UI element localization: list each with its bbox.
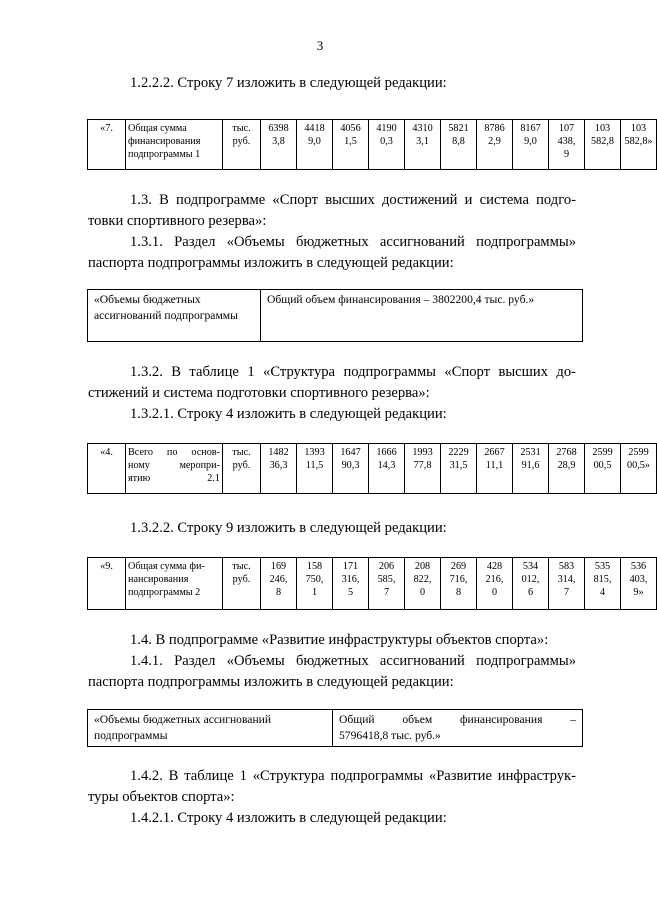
value-line: 316, xyxy=(341,574,360,585)
passport-2-word-2: объем xyxy=(402,713,433,726)
row-unit-line: руб. xyxy=(232,574,251,585)
value-line: 2229 xyxy=(448,447,469,458)
value-line: 9,0 xyxy=(308,136,321,147)
row-unit xyxy=(223,558,261,610)
passport-2-label-line1: «Объемы бюджетных ассигнований xyxy=(94,713,272,726)
value-line: 1482 xyxy=(268,447,289,458)
paragraph-1-4-1-line1: 1.4.1. Раздел «Объемы бюджетных ассигнований подпрограммы» xyxy=(130,653,576,669)
row-name xyxy=(126,120,223,170)
value-cell xyxy=(441,558,477,610)
value-line: 2531 xyxy=(520,447,541,458)
paragraph-1-4-2-line2: туры объектов спорта»: xyxy=(88,789,235,805)
value-line: 4310 xyxy=(412,123,433,134)
value-line: 428 xyxy=(486,561,503,572)
value-line: 8167 xyxy=(520,123,541,134)
passport-2-word-1: Общий xyxy=(339,713,375,726)
value-line: 2599 xyxy=(592,447,613,458)
value-cell xyxy=(441,444,477,494)
value-line: 206 xyxy=(378,561,395,572)
value-line: 534 xyxy=(522,561,539,572)
passport-2-value-line1 xyxy=(339,712,576,728)
paragraph-1-3-2-2: 1.3.2.2. Строку 9 изложить в следующей редакции: xyxy=(130,520,447,536)
passport-2-word-3: финансирования xyxy=(460,713,543,726)
value-line: 4 xyxy=(599,587,606,598)
row-name-line: финансирования xyxy=(128,136,201,147)
row-unit xyxy=(223,120,261,170)
passport-1-label-line1: «Объемы бюджетных xyxy=(94,293,201,306)
passport-1-label-line2: ассигнований подпрограммы xyxy=(94,309,238,322)
value-line: 582,8» xyxy=(624,136,653,147)
value-cell xyxy=(261,444,297,494)
value-line: 2,9 xyxy=(488,136,501,147)
value-line: 28,9 xyxy=(557,460,576,471)
value-cell xyxy=(333,444,369,494)
value-cell xyxy=(297,444,333,494)
value-line: 11,5 xyxy=(305,460,324,471)
value-line: 103 xyxy=(594,123,611,134)
value-cell xyxy=(549,120,585,170)
value-cell xyxy=(513,120,549,170)
value-line: 582,8 xyxy=(591,136,614,147)
value-line: 216, xyxy=(485,574,504,585)
value-line: 11,1 xyxy=(485,460,504,471)
row-name-line: ному меропри- xyxy=(128,460,220,471)
value-line: 169 xyxy=(270,561,287,572)
paragraph-1-3-1-line2: паспорта подпрограммы изложить в следующей редакции: xyxy=(88,255,454,271)
row-name-line: Общая сумма xyxy=(128,123,187,134)
value-line: 8786 xyxy=(484,123,505,134)
value-cell xyxy=(477,558,513,610)
row-name-line: подпрограммы 2 xyxy=(128,587,201,598)
value-line: 246, xyxy=(269,574,288,585)
table-row-4 xyxy=(87,443,657,494)
value-line: 6 xyxy=(527,587,534,598)
row-unit-line: тыс. xyxy=(232,561,251,572)
row-name-line: нансирования xyxy=(128,574,189,585)
passport-table-1 xyxy=(87,289,583,342)
paragraph-1-3-2-1: 1.3.2.1. Строку 4 изложить в следующей редакции: xyxy=(130,406,447,422)
value-line: 77,8 xyxy=(413,460,432,471)
value-cell xyxy=(621,444,657,494)
passport-table-2 xyxy=(87,709,583,747)
value-line: 1 xyxy=(311,587,318,598)
value-line: 9,0 xyxy=(524,136,537,147)
value-line: 31,5 xyxy=(449,460,468,471)
value-cell xyxy=(585,558,621,610)
row-name xyxy=(126,558,223,610)
value-line: 7 xyxy=(383,587,390,598)
value-line: 1666 xyxy=(376,447,397,458)
value-cell xyxy=(621,120,657,170)
row-unit-line: руб. xyxy=(232,460,251,471)
value-line: 815, xyxy=(593,574,612,585)
paragraph-1-4: 1.4. В подпрограмме «Развитие инфраструктуры объектов спорта»: xyxy=(130,632,549,648)
value-line: 1647 xyxy=(340,447,361,458)
value-line: 36,3 xyxy=(269,460,288,471)
value-line: 3,1 xyxy=(416,136,429,147)
paragraph-1-3-line2: товки спортивного резерва»: xyxy=(88,213,267,229)
value-cell xyxy=(405,558,441,610)
row-number xyxy=(88,444,126,494)
value-cell xyxy=(261,558,297,610)
passport-2-label xyxy=(88,710,333,747)
value-cell xyxy=(585,444,621,494)
value-line: 2768 xyxy=(556,447,577,458)
passport-1-value: Общий объем финансирования – 3802200,4 тыс. руб.» xyxy=(261,290,583,342)
value-cell xyxy=(369,558,405,610)
value-line: 822, xyxy=(413,574,432,585)
value-line: 535 xyxy=(594,561,611,572)
value-line: 171 xyxy=(342,561,359,572)
value-cell xyxy=(297,120,333,170)
paragraph-1-3-1-line1: 1.3.1. Раздел «Объемы бюджетных ассигнований подпрограммы» xyxy=(130,234,576,250)
value-line: 5 xyxy=(347,587,354,598)
value-cell xyxy=(369,444,405,494)
value-cell xyxy=(477,120,513,170)
row-number xyxy=(88,558,126,610)
value-line: 7 xyxy=(563,587,570,598)
row-number-text: «4. xyxy=(100,447,113,458)
row-unit-line: руб. xyxy=(232,136,251,147)
row-number-text: «9. xyxy=(100,561,113,572)
value-line: 583 xyxy=(558,561,575,572)
value-cell xyxy=(441,120,477,170)
paragraph-1-4-2-line1: 1.4.2. В таблице 1 «Структура подпрограммы «Развитие инфраструк- xyxy=(130,768,576,784)
row-unit xyxy=(223,444,261,494)
paragraph-1-3-line1: 1.3. В подпрограмме «Спорт высших достижений и система подго- xyxy=(130,192,576,208)
value-cell xyxy=(333,120,369,170)
value-line: 3,8 xyxy=(272,136,285,147)
passport-2-value-line2: 5796418,8 тыс. руб.» xyxy=(339,729,441,742)
value-cell xyxy=(549,558,585,610)
value-line: 208 xyxy=(414,561,431,572)
passport-2-label-line2: подпрограммы xyxy=(94,729,168,742)
value-line: 536 xyxy=(630,561,647,572)
value-cell xyxy=(585,120,621,170)
paragraph-1-4-1-line2: паспорта подпрограммы изложить в следующей редакции: xyxy=(88,674,454,690)
passport-1-label xyxy=(88,290,261,342)
value-line: 4418 xyxy=(304,123,325,134)
value-cell xyxy=(513,558,549,610)
value-line: 5821 xyxy=(448,123,469,134)
value-line: 107 xyxy=(558,123,575,134)
value-line: 00,5 xyxy=(593,460,612,471)
passport-2-value xyxy=(333,710,583,747)
row-name-line: Общая сумма фи- xyxy=(128,561,205,572)
value-line: 9 xyxy=(563,149,570,160)
value-line: 2667 xyxy=(484,447,505,458)
row-name-line: ятию 2.1 xyxy=(128,473,220,484)
value-line: 14,3 xyxy=(377,460,396,471)
value-line: 0 xyxy=(419,587,426,598)
value-line: 585, xyxy=(377,574,396,585)
value-line: 438, xyxy=(557,136,576,147)
value-line: 8 xyxy=(275,587,282,598)
row-unit-line: тыс. xyxy=(232,447,251,458)
row-name-line: Всего по основ- xyxy=(128,447,220,458)
value-cell xyxy=(333,558,369,610)
value-cell xyxy=(477,444,513,494)
value-line: 6398 xyxy=(268,123,289,134)
value-line: 1393 xyxy=(304,447,325,458)
page-number: 3 xyxy=(316,38,324,53)
value-line: 00,5» xyxy=(627,460,650,471)
value-line: 158 xyxy=(306,561,323,572)
value-line: 9» xyxy=(633,587,644,598)
value-line: 1,5 xyxy=(344,136,357,147)
value-line: 750, xyxy=(305,574,324,585)
value-line: 403, xyxy=(629,574,648,585)
value-line: 269 xyxy=(450,561,467,572)
passport-2-word-4: – xyxy=(570,713,576,726)
value-cell xyxy=(405,120,441,170)
row-name-line: подпрограммы 1 xyxy=(128,149,201,160)
table-row-9 xyxy=(87,557,657,610)
paragraph-1-3-2-line2: стижений и система подготовки спортивного резерва»: xyxy=(88,385,430,401)
value-line: 1993 xyxy=(412,447,433,458)
value-line: 0,3 xyxy=(380,136,393,147)
value-cell xyxy=(549,444,585,494)
value-cell xyxy=(513,444,549,494)
row-unit-line: тыс. xyxy=(232,123,251,134)
value-cell xyxy=(297,558,333,610)
value-line: 8 xyxy=(455,587,462,598)
value-line: 4056 xyxy=(340,123,361,134)
row-number-text: «7. xyxy=(100,123,113,134)
value-line: 103 xyxy=(630,123,647,134)
value-line: 012, xyxy=(521,574,540,585)
value-line: 8,8 xyxy=(452,136,465,147)
value-cell xyxy=(621,558,657,610)
value-line: 314, xyxy=(557,574,576,585)
value-cell xyxy=(261,120,297,170)
value-line: 2599 xyxy=(628,447,649,458)
value-cell xyxy=(405,444,441,494)
value-line: 4190 xyxy=(376,123,397,134)
paragraph-1-3-2-line1: 1.3.2. В таблице 1 «Структура подпрограммы «Спорт высших до- xyxy=(130,364,576,380)
table-row-7 xyxy=(87,119,657,170)
row-number xyxy=(88,120,126,170)
paragraph-1-4-2-1: 1.4.2.1. Строку 4 изложить в следующей редакции: xyxy=(130,810,447,826)
row-name xyxy=(126,444,223,494)
value-cell xyxy=(369,120,405,170)
value-line: 90,3 xyxy=(341,460,360,471)
paragraph-1-2-2-2: 1.2.2.2. Строку 7 изложить в следующей редакции: xyxy=(130,75,447,91)
value-line: 716, xyxy=(449,574,468,585)
value-line: 91,6 xyxy=(521,460,540,471)
value-line: 0 xyxy=(491,587,498,598)
